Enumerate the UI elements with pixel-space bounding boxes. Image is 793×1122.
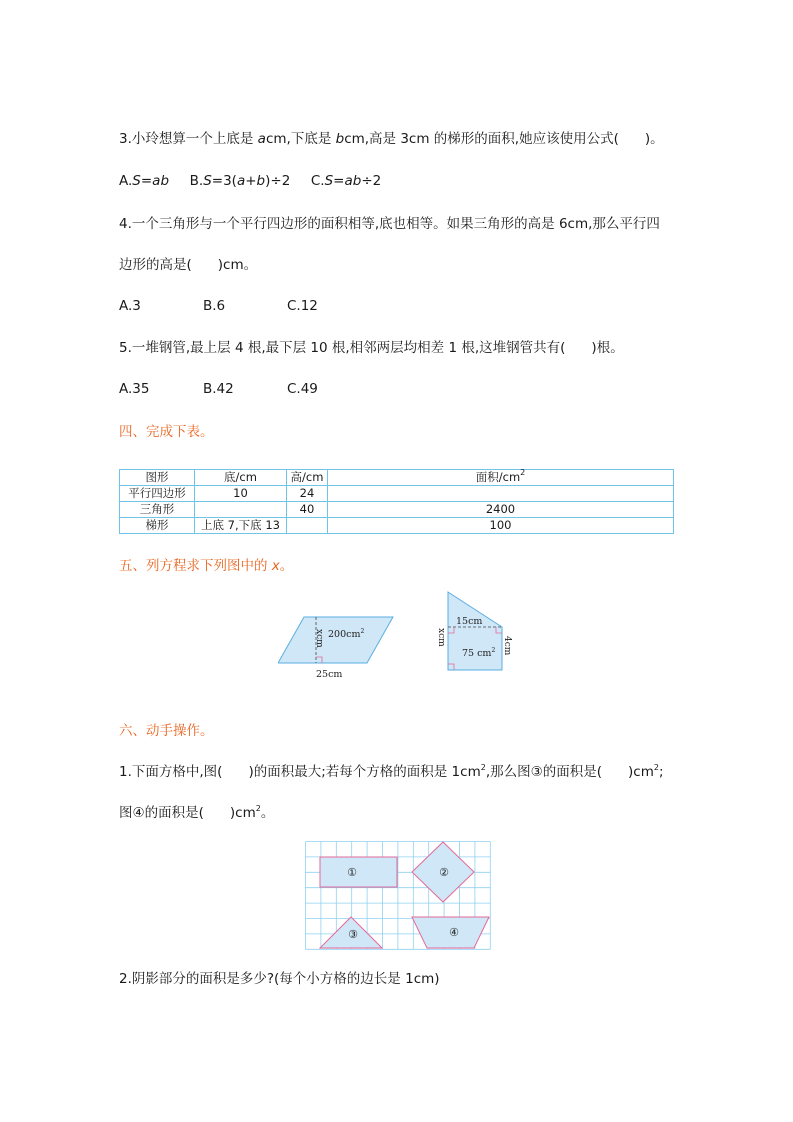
option-c[interactable]: C.12 bbox=[287, 298, 318, 314]
option-b[interactable]: B.S=3(a+b)÷2 bbox=[189, 173, 291, 189]
question-5-options bbox=[119, 380, 318, 398]
question-4-line1: 4.一个三角形与一个平行四边形的面积相等,底也相等。如果三角形的高是 6cm,那么平行四 bbox=[119, 216, 660, 232]
question-6-1-line1: 1.下面方格中,图( )的面积最大;若每个方格的面积是 $1cm^2$,那么图③的面积是( )$cm^2$; bbox=[119, 763, 664, 780]
parallelogram-height-label: xcm bbox=[314, 629, 324, 648]
question-5: 5.一堆钢管,最上层 4 根,最下层 10 根,相邻两层均相差 1 根,这堆钢管共有( )根。 bbox=[119, 340, 624, 356]
table-row: 平行四边形 10 24 bbox=[120, 486, 674, 502]
section-6-title: 六、动手操作。 bbox=[119, 723, 214, 739]
question-4-options bbox=[119, 297, 318, 315]
option-a[interactable]: A.3 bbox=[119, 298, 141, 314]
fill-table bbox=[119, 469, 674, 534]
option-b[interactable]: B.42 bbox=[203, 381, 234, 397]
shape-1-label: ① bbox=[347, 866, 357, 879]
shape-1 bbox=[320, 857, 397, 887]
grid-figure bbox=[305, 841, 491, 950]
trapezoid-right-label: 4cm bbox=[502, 636, 512, 656]
question-6-1-line2: 图④的面积是( )$cm^2$。 bbox=[119, 804, 275, 821]
question-3: 3.小玲想算一个上底是 acm,下底是 bcm,高是 3cm 的梯形的面积,她应该使用公式( )。 bbox=[119, 131, 664, 147]
question-3-options bbox=[119, 172, 381, 190]
option-a[interactable]: A.35 bbox=[119, 381, 150, 397]
trapezoid-top-label: 15cm bbox=[456, 616, 483, 627]
trapezoid-area-label: 75 $cm^2$ bbox=[462, 647, 496, 659]
option-b[interactable]: B.6 bbox=[203, 298, 226, 314]
section-5-title: 五、列方程求下列图中的 x。 bbox=[119, 558, 294, 574]
shape-3-label: ③ bbox=[348, 928, 358, 941]
section-4-title: 四、完成下表。 bbox=[119, 424, 214, 440]
parallelogram-area-label: $200cm^2$ bbox=[328, 628, 365, 640]
option-a[interactable]: A.S=ab bbox=[119, 173, 170, 189]
shape-4-label: ④ bbox=[449, 926, 459, 939]
table-row: 梯形 上底 7,下底 13 100 bbox=[120, 518, 674, 534]
option-c[interactable]: C.49 bbox=[287, 381, 318, 397]
trapezoid-figure bbox=[436, 590, 518, 676]
shape-2-label: ② bbox=[439, 866, 449, 879]
table-header-row: 图形 底/cm 高/cm 面积$/cm^2$ bbox=[120, 470, 674, 486]
question-4-line2: 边形的高是( )cm。 bbox=[119, 257, 258, 273]
table-row: 三角形 40 2400 bbox=[120, 502, 674, 518]
option-c[interactable]: C.S=ab÷2 bbox=[310, 173, 382, 189]
trapezoid-left-label: xcm bbox=[436, 628, 446, 647]
question-6-2: 2.阴影部分的面积是多少?(每个小方格的边长是 1cm) bbox=[119, 971, 440, 987]
parallelogram-base-label: 25cm bbox=[316, 669, 343, 680]
parallelogram-figure bbox=[278, 613, 398, 683]
